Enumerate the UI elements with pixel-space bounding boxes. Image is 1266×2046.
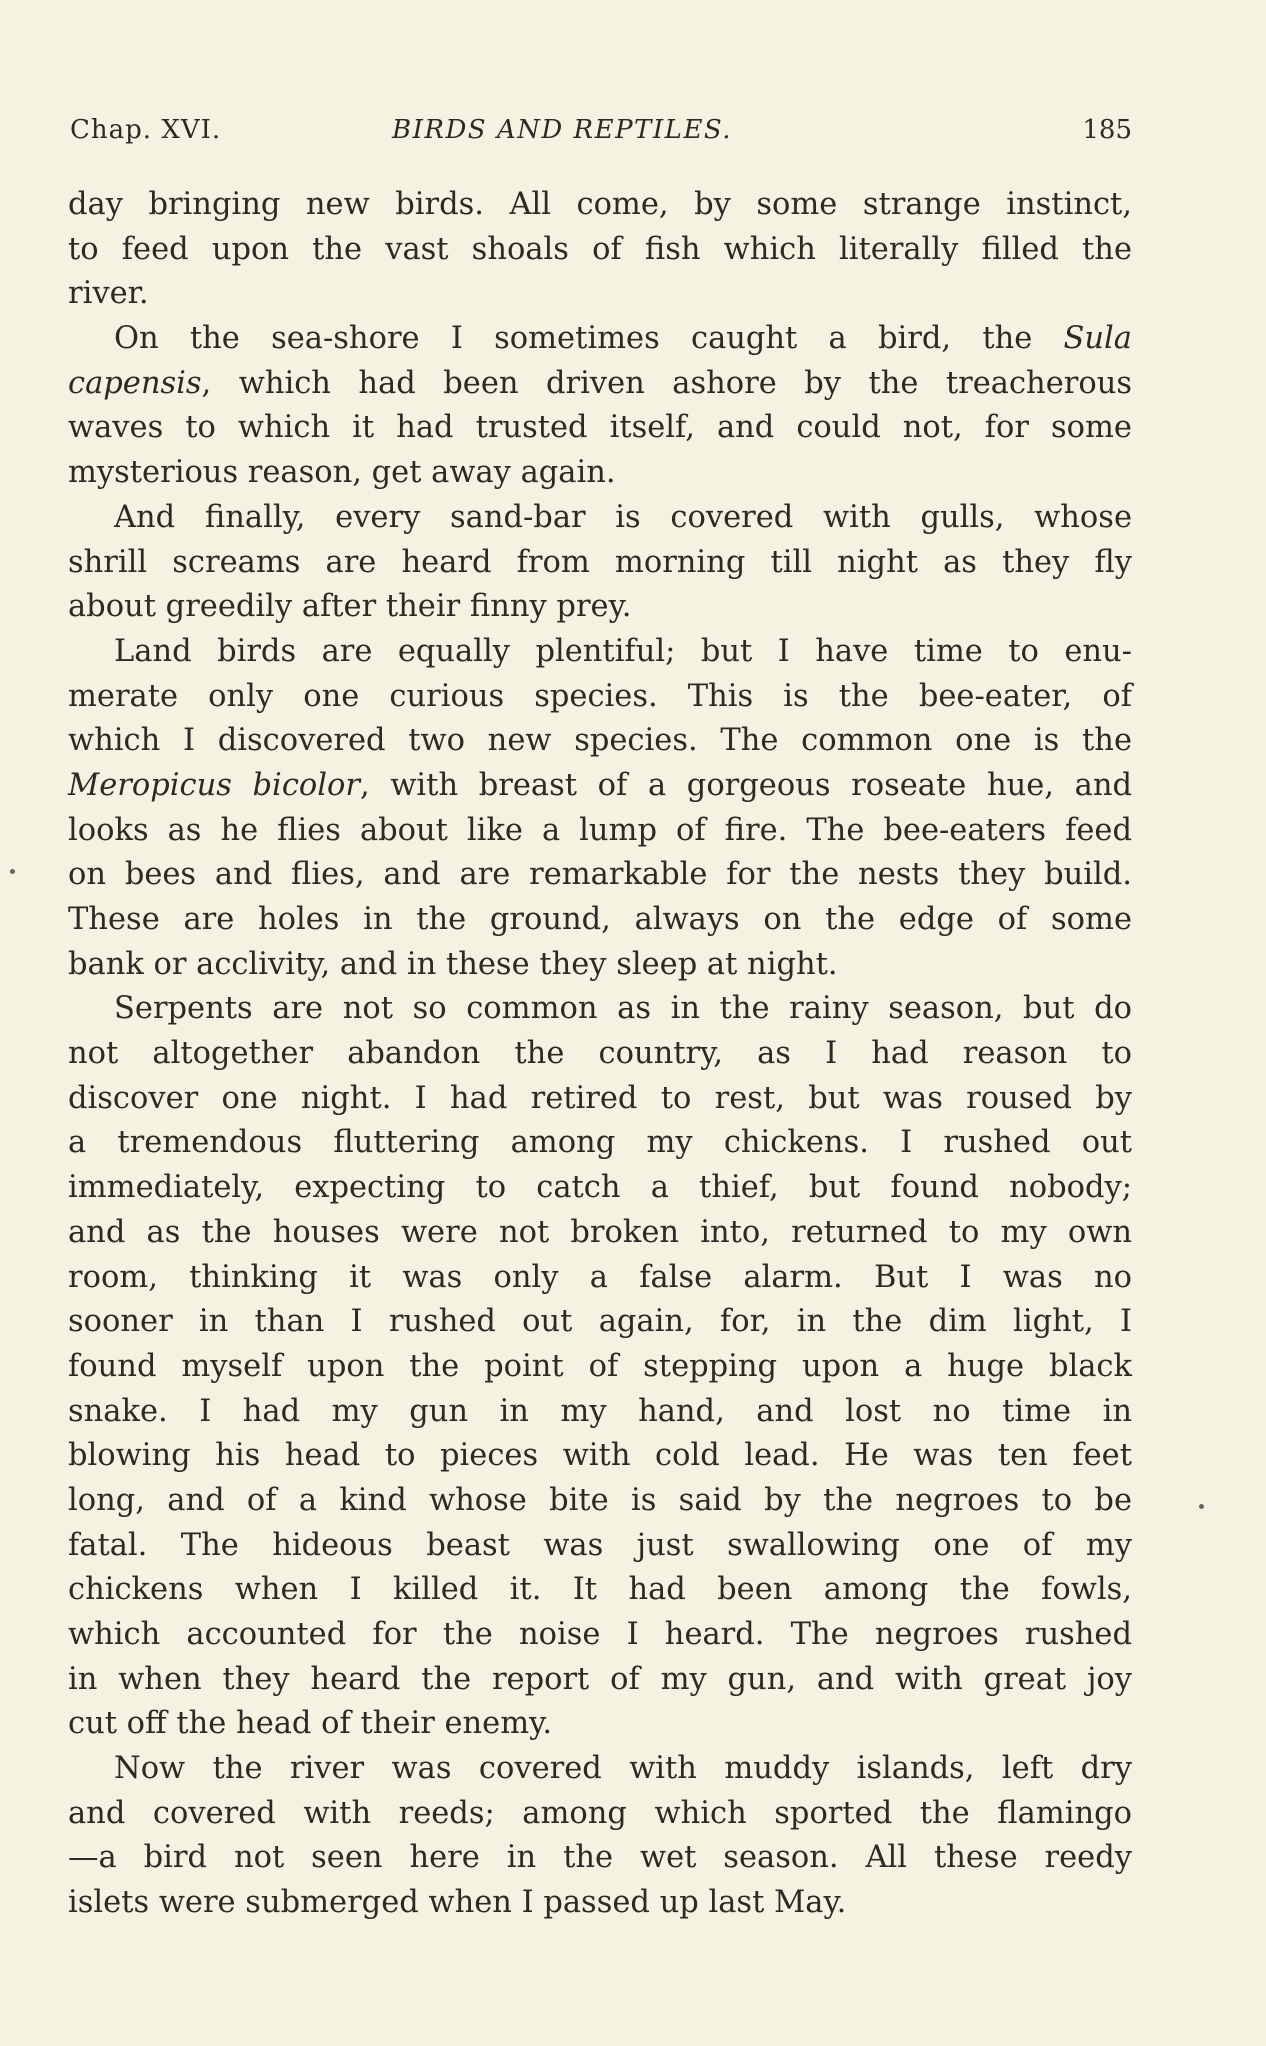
text-line: And finally, every sand-bar is covered with gulls, whose [114, 499, 1132, 535]
text-line: shrill screams are heard from morning till night as they fly [68, 544, 1132, 580]
text-line: river. [68, 276, 149, 312]
text-line: sooner in than I rushed out again, for, in the dim light, I [68, 1304, 1132, 1340]
text-line: which accounted for the noise I heard. The negroes rushed [68, 1617, 1132, 1652]
text-line: merate only one curious species. This is the bee-eater, of [68, 678, 1132, 714]
text-line: which I discovered two new species. The common one is the [68, 723, 1132, 759]
text-line: blowing his head to pieces with cold lead. He was ten feet [68, 1438, 1132, 1474]
text-line: Meropicus bicolor, with breast of a gorgeous roseate hue, and [68, 767, 1132, 803]
text-line: capensis, which had been driven ashore by the treacherous [68, 365, 1132, 401]
text-line: day bringing new birds. All come, by some strange instinct, [68, 187, 1132, 222]
text-line: to feed upon the vast shoals of fish which literally filled the [68, 231, 1132, 267]
text-line: looks as he flies about like a lump of fire. The bee-eaters feed [68, 812, 1132, 848]
text-line: waves to which it had trusted itself, and could not, for some [68, 410, 1132, 446]
text-line: snake. I had my gun in my hand, and lost no time in [68, 1393, 1132, 1429]
text-line: a tremendous fluttering among my chickens. I rushed out [68, 1125, 1132, 1161]
species-name: Meropicus bicolor [68, 767, 360, 803]
text-line: long, and of a kind whose bite is said by the negroes to be [68, 1482, 1132, 1518]
text-line: bank or acclivity, and in these they sleep at night. [68, 946, 838, 982]
species-name: capensis [68, 365, 202, 401]
text-line: chickens when I killed it. It had been among the fowls, [68, 1572, 1132, 1608]
text-line: in when they heard the report of my gun, and with great joy [68, 1661, 1132, 1697]
text-line: found myself upon the point of stepping upon a huge black [68, 1348, 1132, 1384]
text-line: —a bird not seen here in the wet season. All these reedy [68, 1840, 1132, 1876]
text-line: Land birds are equally plentiful; but I have time to enu- [114, 633, 1132, 669]
text-line: immediately, expecting to catch a thief, but found nobody; [68, 1170, 1132, 1206]
text-line: These are holes in the ground, always on the edge of some [68, 902, 1132, 937]
text-line: room, thinking it was only a false alarm. But I was no [68, 1259, 1132, 1295]
text-line: Serpents are not so common as in the rainy season, but do [114, 991, 1132, 1027]
chapter-label: Chap. XVI. [70, 115, 222, 145]
text-line: discover one night. I had retired to rest, but was roused by [68, 1080, 1132, 1116]
text-line: Now the river was covered with muddy islands, left dry [114, 1751, 1132, 1787]
text-line: not altogether abandon the country, as I had reason to [68, 1036, 1132, 1072]
species-name: Sula [1063, 321, 1132, 357]
text-line: and as the houses were not broken into, returned to my own [68, 1214, 1132, 1250]
body-text [68, 183, 1132, 1926]
text-line: on bees and flies, and are remarkable for the nests they build. [68, 857, 1132, 893]
text-line: cut off the head of their enemy. [68, 1706, 553, 1742]
margin-speck [1199, 1504, 1204, 1509]
margin-speck [10, 869, 15, 874]
text-line: and covered with reeds; among which sported the flamingo [68, 1795, 1132, 1831]
text-line: about greedily after their finny prey. [68, 589, 632, 625]
chapter-title: BIRDS AND REPTILES. [392, 115, 733, 145]
text-line: On the sea-shore I sometimes caught a bird, the Sula [114, 321, 1132, 357]
text-line: mysterious reason, get away again. [68, 455, 616, 491]
page-number: 185 [1082, 115, 1132, 145]
text-line: fatal. The hideous beast was just swallowing one of my [68, 1527, 1132, 1563]
text-line: islets were submerged when I passed up last May. [68, 1885, 847, 1921]
running-head [70, 110, 1132, 150]
